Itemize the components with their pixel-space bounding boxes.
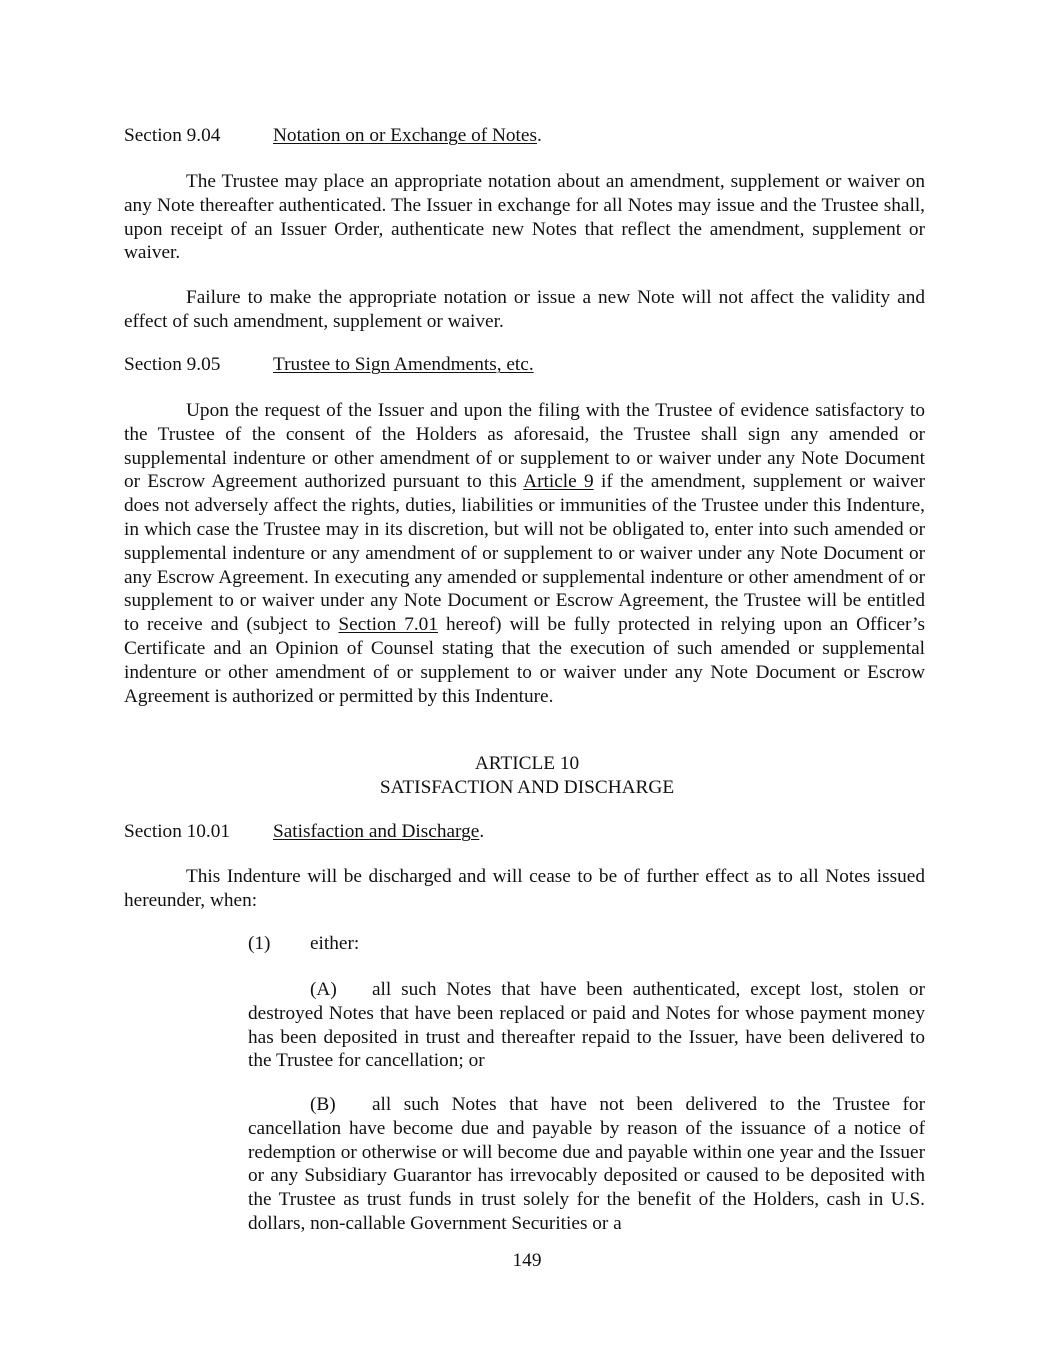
article-heading: [124, 752, 930, 800]
cross-reference-article-9: Article 9: [523, 471, 594, 493]
section-title: Notation on or Exchange of Notes: [273, 125, 537, 146]
section-label: Section 9.05: [124, 354, 221, 375]
text-run: hereof) will be fully protected in relying upon an Officer’s Certificate and an Opinion of Counsel stating that the execution of such amended or supplemental indenture or other amendment of or supplement to or waiver under any Note Document or Escrow Agreement is authorized or permitted by this Indenture.: [124, 614, 925, 707]
list-item-label: (B): [310, 1094, 336, 1115]
list-item-text: either:: [310, 933, 360, 954]
list-item-text: all such Notes that have not been delivered to the Trustee for cancellation have become due and payable by reason of the issuance of a notice of redemption or otherwise or will become due and payable within one year and the Issuer or any Subsidiary Guarantor has irrevocably deposited or caused to be deposited with the Trustee as trust funds in trust solely for the benefit of the Holders, cash in U.S. dollars, non-callable Government Securities or a: [248, 1094, 925, 1234]
list-item-label: (A): [310, 979, 337, 1000]
list-item-label: (1): [248, 933, 271, 954]
list-item-1: [248, 932, 925, 956]
paragraph-failure: Failure to make the appropriate notation or issue a new Note will not affect the validity and effect of such amendment, supplement or waiver.: [124, 287, 925, 332]
section-10-01-heading: [124, 820, 925, 844]
article-number: ARTICLE 10: [474, 753, 580, 774]
paragraph-notation: The Trustee may place an appropriate notation about an amendment, supplement or waiver on any Note thereafter authenticated. The Issuer in exchange for all Notes may issue and the Trustee shall, upon receipt of an Issuer Order, authenticate new Notes that reflect the amendment, supplement or waiver.: [124, 171, 925, 264]
cross-reference-section-7-01: Section 7.01: [338, 614, 438, 636]
section-9-05-heading: [124, 353, 925, 377]
article-title: SATISFACTION AND DISCHARGE: [379, 776, 675, 798]
section-title: Trustee to Sign Amendments, etc.: [273, 354, 534, 375]
section-label: Section 9.04: [124, 125, 221, 146]
text-run: if the amendment, supplement or waiver does not adversely affect the rights, duties, liabilities or immunities of the Trustee under this Indenture, in which case the Trustee may in its discretion, but will not be obligated to, enter into such amended or supplemental indenture or any amendment of or supplement to or waiver under any Note Document or any Escrow Agreement. In executing any amended or supplemental indenture or other amendment of or supplement to or waiver under any Note Document or Escrow Agreement, the Trustee will be entitled to receive and (subject to: [124, 471, 925, 636]
section-title-period: .: [479, 821, 485, 842]
section-9-04-heading: [124, 124, 925, 148]
page-number: 149: [512, 1250, 542, 1271]
text-run: Upon the request of the Issuer and upon the filing with the Trustee of evidence satisfactory to the Trustee of the consent of the Holders as aforesaid, the Trustee shall sign any amended or supplemental indenture or other amendment of or supplement to or waiver under any Note Document or Escrow Agreement authorized pursuant to this: [124, 400, 925, 493]
section-title: Satisfaction and Discharge: [273, 821, 480, 842]
list-item-a: [248, 978, 925, 1073]
list-item-b: [248, 1093, 925, 1236]
paragraph-discharge-intro: This Indenture will be discharged and will cease to be of further effect as to all Notes issued hereunder, when:: [124, 866, 925, 911]
list-item-text: all such Notes that have been authenticated, except lost, stolen or destroyed Notes that have been replaced or paid and Notes for whose payment money has been deposited in trust and thereafter repaid to the Issuer, have been delivered to the Trustee for cancellation; or: [248, 979, 925, 1072]
section-label: Section 10.01: [124, 821, 231, 842]
section-title-period: .: [536, 125, 542, 146]
paragraph-trustee-sign: [124, 399, 925, 708]
